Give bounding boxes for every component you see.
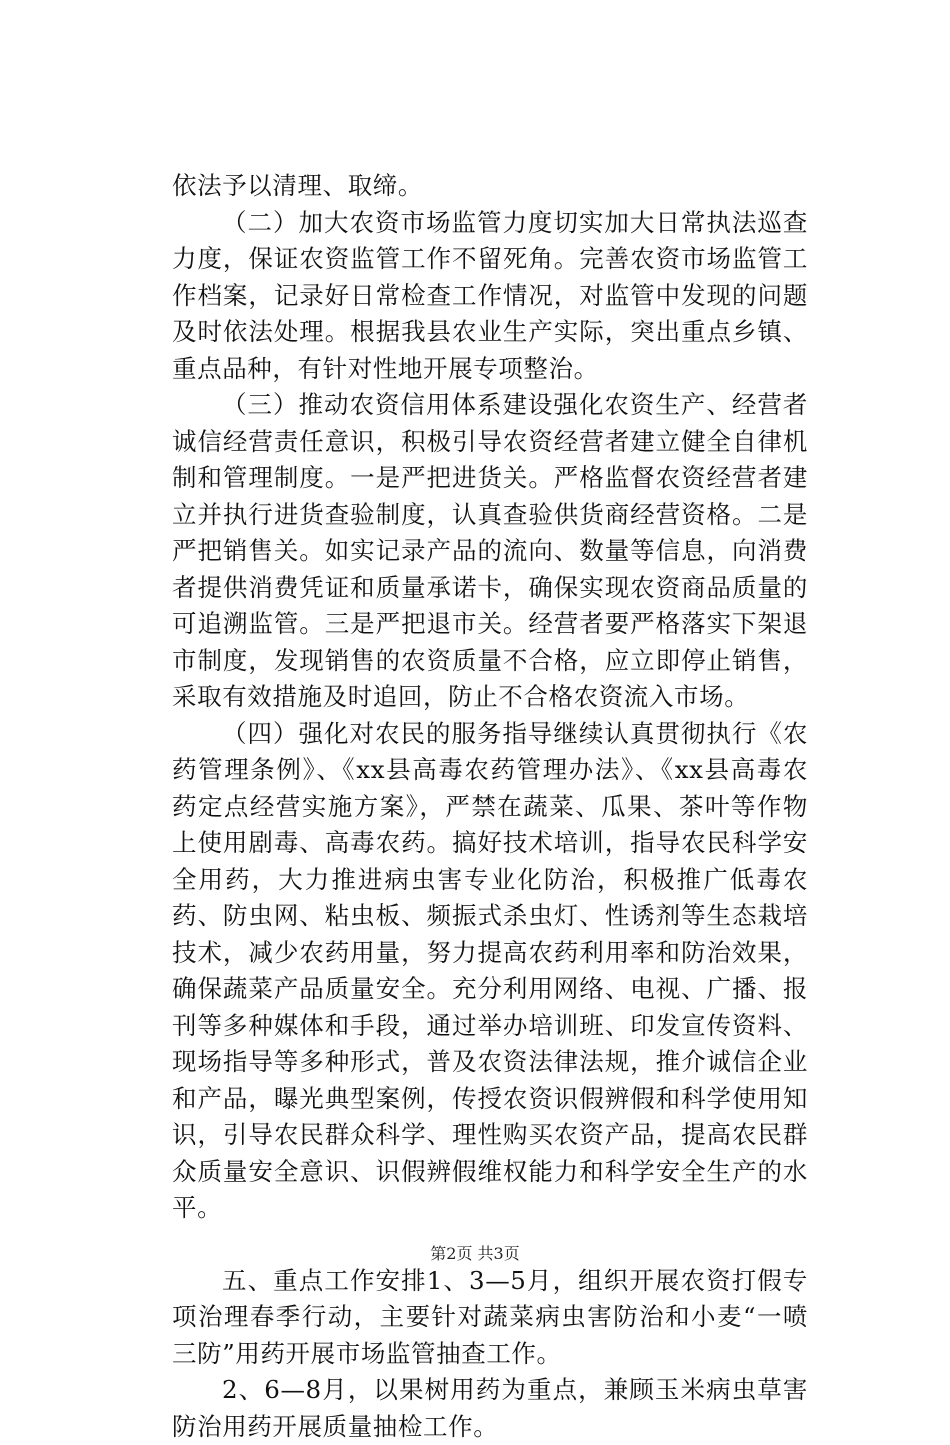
paragraph-work-plan: 五、重点工作安排1、3—5月，组织开展农资打假专项治理春季行动，主要针对蔬菜病虫害防治和小麦“一喷三防”用药开展市场监管抽查工作。 [172, 1265, 808, 1368]
paragraph-continuation: 依法予以清理、取缔。 [172, 171, 423, 200]
paragraph-section-4: （四）强化对农民的服务指导继续认真贯彻执行《农药管理条例》、《xx县高毒农药管理办法》、《xx县高毒农药定点经营实施方案》，严禁在蔬菜、瓜果、茶叶等作物上使用剧毒、高毒农药。搞好技术培训，指导农民科学安全用药，大力推进病虫害专业化防治，积极推广低毒农药、防虫网、粘虫板、频振式杀虫灯、性诱剂等生态栽培技术，减少农药用量，努力提高农药利用率和防治效果，确保蔬菜产品质量安全。充分利用网络、电视、广播、报刊等多种媒体和手段，通过举办培训班、印发宣传资料、现场指导等多种形式，普及农资法律法规，推介诚信企业和产品，曝光典型案例，传授农资识假辨假和科学使用知识，引导农民群众科学、理性购买农资产品，提高农民群众质量安全意识、识假辨假维权能力和科学安全生产的水平。 [172, 718, 808, 1222]
paragraph-section-2: （二）加大农资市场监管力度切实加大日常执法巡查力度，保证农资监管工作不留死角。完善农资市场监管工作档案，记录好日常检查工作情况，对监管中发现的问题及时依法处理。根据我县农业生产实际，突出重点乡镇、重点品种，有针对性地开展专项整治。 [172, 207, 808, 383]
paragraph-section-3: （三）推动农资信用体系建设强化农资生产、经营者诚信经营责任意识，积极引导农资经营者建立健全自律机制和管理制度。一是严把进货关。严格监督农资经营者建立并执行进货查验制度，认真查验供货商经营资格。二是严把销售关。如实记录产品的流向、数量等信息，向消费者提供消费凭证和质量承诺卡，确保实现农资商品质量的可追溯监管。三是严把退市关。经营者要严格落实下架退市制度，发现销售的农资质量不合格，应立即停止销售，采取有效措施及时追回，防止不合格农资流入市场。 [172, 390, 808, 711]
paragraph-work-plan-item-2: 2、6—8月，以果树用药为重点，兼顾玉米病虫草害防治用药开展质量抽检工作。 [172, 1375, 808, 1441]
page-number-footer: 第2页 共3页 [430, 1244, 520, 1263]
